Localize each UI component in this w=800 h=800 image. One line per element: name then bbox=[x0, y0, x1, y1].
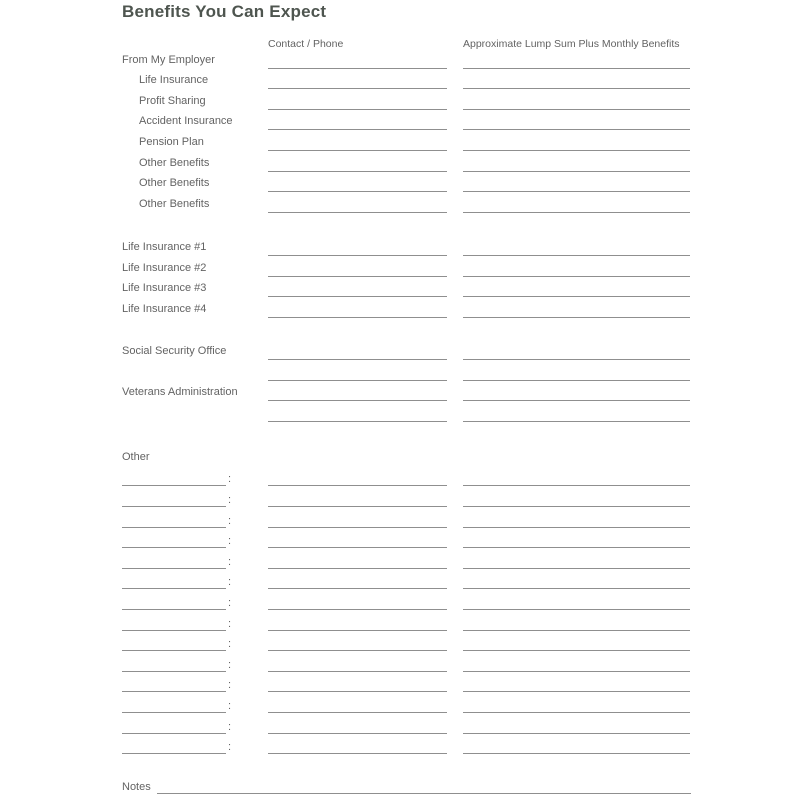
colon-separator: : bbox=[228, 679, 232, 692]
contact-phone-blank-line[interactable] bbox=[268, 212, 447, 213]
row-life-insurance bbox=[0, 69, 800, 90]
row-social-security-office bbox=[0, 339, 800, 360]
other-row bbox=[0, 589, 800, 610]
notes-label: Notes bbox=[122, 780, 151, 793]
other-row bbox=[0, 610, 800, 631]
row-life-insurance-4 bbox=[0, 297, 800, 318]
section-spacer bbox=[0, 754, 800, 776]
section-spacer bbox=[0, 213, 800, 236]
row-other-benefits-2 bbox=[0, 172, 800, 193]
row-life-insurance-3 bbox=[0, 277, 800, 298]
row-label: Other Benefits bbox=[139, 197, 210, 210]
colon-separator: : bbox=[228, 514, 232, 527]
benefits-blank-line[interactable] bbox=[463, 317, 690, 318]
form-body bbox=[0, 48, 800, 794]
notes-blank-line[interactable] bbox=[157, 793, 691, 794]
colon-separator: : bbox=[228, 576, 232, 589]
other-row bbox=[0, 651, 800, 672]
other-row bbox=[0, 672, 800, 693]
row-label: Profit Sharing bbox=[139, 94, 206, 107]
row-label: Life Insurance #1 bbox=[122, 240, 207, 253]
column-header-lump-sum-benefits: Approximate Lump Sum Plus Monthly Benefits bbox=[463, 38, 680, 50]
row-other-benefits-3 bbox=[0, 192, 800, 213]
other-row bbox=[0, 734, 800, 755]
colon-separator: : bbox=[228, 597, 232, 610]
row-veterans-administration bbox=[0, 381, 800, 402]
row-label: Pension Plan bbox=[139, 135, 204, 148]
other-row bbox=[0, 507, 800, 528]
row-label: Life Insurance #2 bbox=[122, 261, 207, 274]
other-name-blank-line[interactable] bbox=[122, 753, 226, 754]
row-life-insurance-2 bbox=[0, 256, 800, 277]
row-label: Accident Insurance bbox=[139, 115, 233, 128]
benefits-blank-line[interactable] bbox=[463, 212, 690, 213]
other-section-heading bbox=[0, 451, 800, 466]
other-heading-label: Other bbox=[122, 450, 150, 463]
row-label: Other Benefits bbox=[139, 177, 210, 190]
colon-separator: : bbox=[228, 700, 232, 712]
colon-separator: : bbox=[228, 741, 232, 754]
colon-separator: : bbox=[228, 658, 232, 671]
row-other-benefits-1 bbox=[0, 151, 800, 172]
benefits-blank-line[interactable] bbox=[463, 753, 690, 754]
other-row bbox=[0, 466, 800, 487]
row-label: Other Benefits bbox=[139, 156, 210, 169]
row-life-insurance-1 bbox=[0, 235, 800, 256]
row-accident-insurance bbox=[0, 110, 800, 131]
row-label: Social Security Office bbox=[122, 344, 227, 357]
other-row bbox=[0, 569, 800, 590]
section-spacer bbox=[0, 422, 800, 451]
colon-separator: : bbox=[228, 638, 232, 651]
row-from-my-employer bbox=[0, 48, 800, 69]
contact-phone-blank-line[interactable] bbox=[268, 317, 447, 318]
benefits-blank-line[interactable] bbox=[463, 421, 690, 422]
column-header-contact-phone: Contact / Phone bbox=[268, 38, 344, 50]
other-row bbox=[0, 528, 800, 549]
contact-phone-blank-line[interactable] bbox=[268, 421, 447, 422]
row-veterans-extra bbox=[0, 401, 800, 422]
colon-separator: : bbox=[228, 494, 232, 507]
other-row bbox=[0, 486, 800, 507]
row-pension-plan bbox=[0, 130, 800, 151]
colon-separator: : bbox=[228, 720, 232, 733]
other-row bbox=[0, 548, 800, 569]
colon-separator: : bbox=[228, 535, 232, 548]
colon-separator: : bbox=[228, 555, 232, 568]
row-profit-sharing bbox=[0, 89, 800, 110]
other-row bbox=[0, 631, 800, 652]
notes-row bbox=[0, 776, 800, 794]
row-social-security-extra bbox=[0, 360, 800, 381]
row-label: Life Insurance #4 bbox=[122, 302, 207, 315]
row-label: From My Employer bbox=[122, 53, 215, 66]
colon-separator: : bbox=[228, 617, 232, 630]
section-spacer bbox=[0, 318, 800, 340]
other-row bbox=[0, 692, 800, 713]
contact-phone-blank-line[interactable] bbox=[268, 753, 447, 754]
row-label: Life Insurance #3 bbox=[122, 282, 207, 295]
row-label: Life Insurance bbox=[139, 74, 209, 87]
colon-separator: : bbox=[228, 473, 232, 486]
page-title: Benefits You Can Expect bbox=[122, 2, 327, 21]
other-row bbox=[0, 713, 800, 734]
row-label: Veterans Administration bbox=[122, 386, 238, 399]
